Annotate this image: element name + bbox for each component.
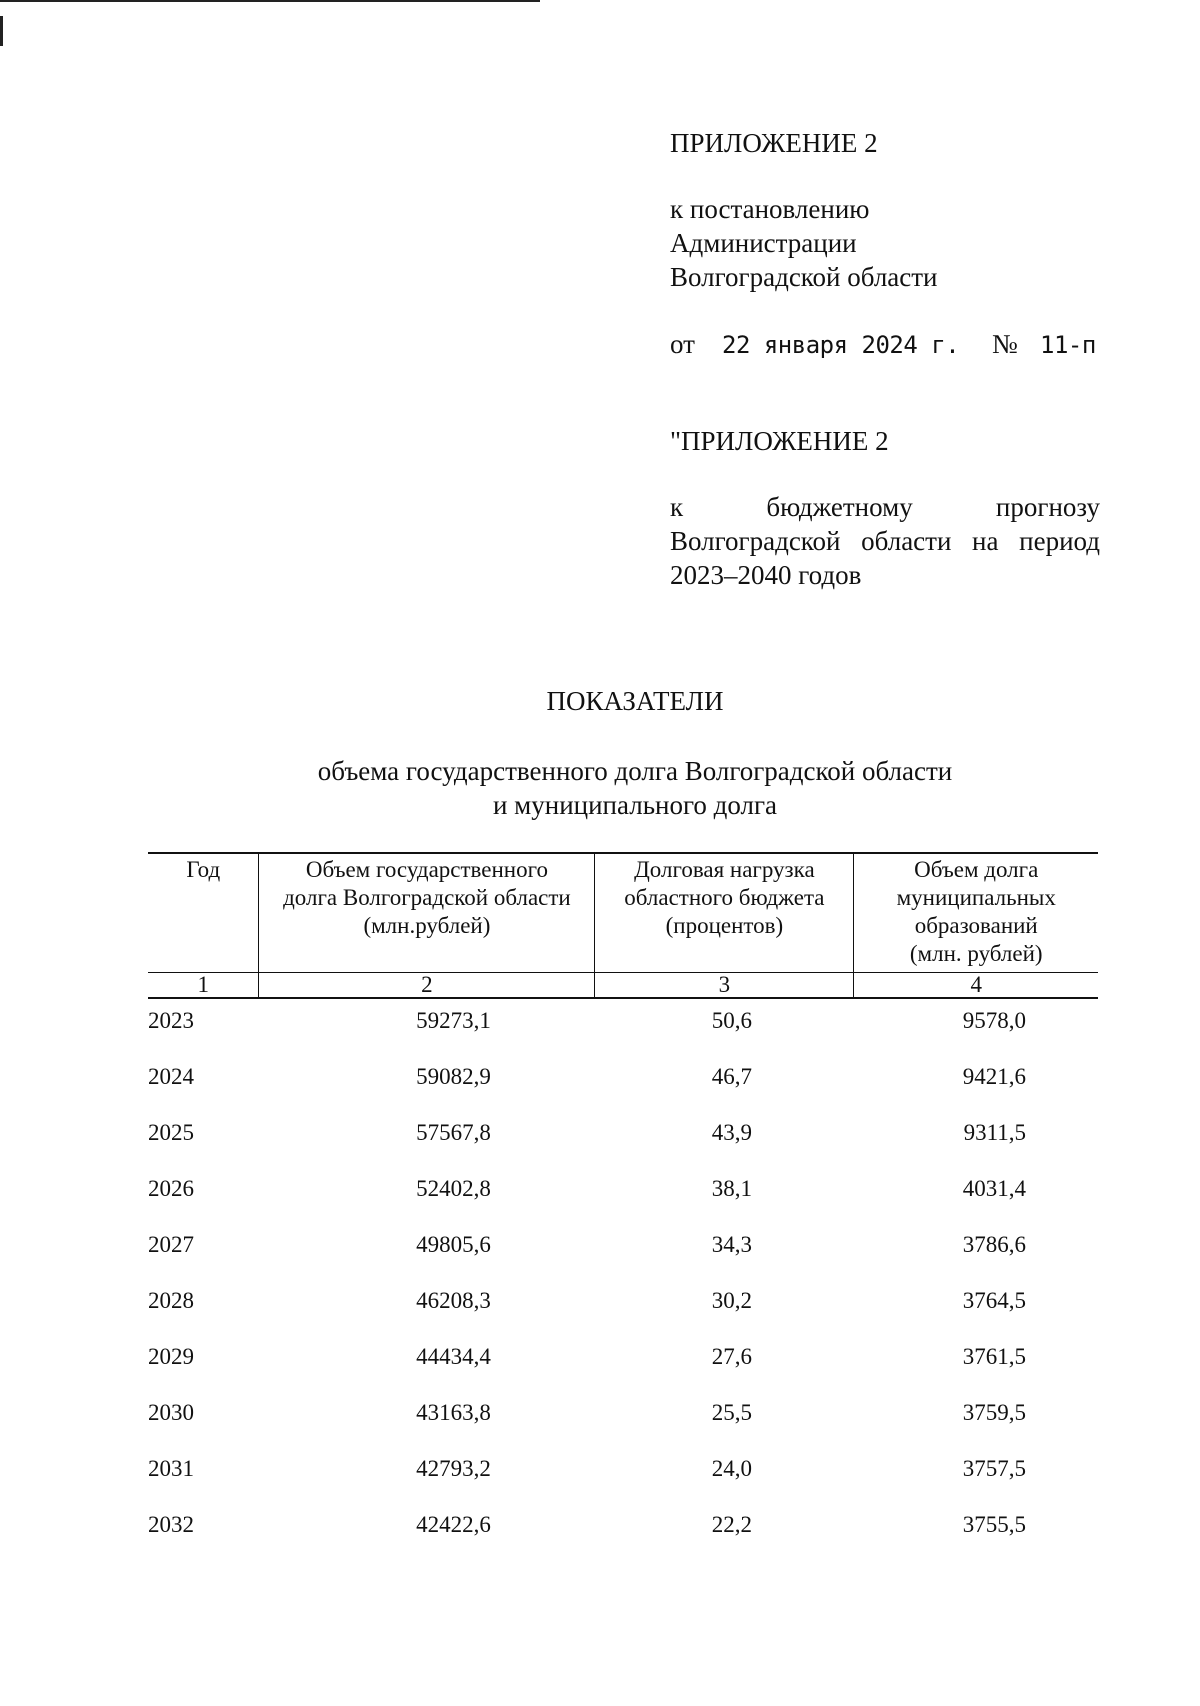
cell-state-debt (259, 1279, 595, 1335)
table-header-row (148, 853, 1098, 973)
cell-year: 2030 (148, 1400, 194, 1425)
cell-municipal-debt (854, 1055, 1098, 1111)
cell-debt-load (595, 1279, 854, 1335)
cell-debt-load-value: 50,6 (711, 1008, 752, 1033)
header-line: областного бюджета (624, 885, 825, 910)
cell-municipal-debt (854, 1391, 1098, 1447)
table-row (148, 1335, 1098, 1391)
cell-year: 2031 (148, 1456, 194, 1481)
page-subtitle (0, 754, 1200, 822)
cell-municipal-debt-value: 3761,5 (962, 1344, 1026, 1369)
table-row (148, 998, 1098, 1055)
header-line: образований (914, 913, 1038, 938)
header-line: (процентов) (665, 913, 784, 938)
cell-state-debt-value: 46208,3 (416, 1288, 491, 1313)
cell-municipal-debt-value: 9578,0 (962, 1008, 1026, 1033)
cell-debt-load (595, 1335, 854, 1391)
cell-debt-load-value: 30,2 (711, 1288, 752, 1313)
cell-state-debt (259, 1503, 595, 1559)
cell-year: 2032 (148, 1512, 194, 1537)
header-year-line: Год (186, 857, 221, 882)
table-row (148, 1055, 1098, 1111)
cell-year: 2024 (148, 1064, 194, 1089)
header-debt-load (595, 853, 854, 973)
cell-municipal-debt (854, 998, 1098, 1055)
scan-border-line (0, 0, 540, 2)
cell-state-debt-value: 52402,8 (416, 1176, 491, 1201)
column-number: 1 (148, 973, 259, 999)
cell-year: 2023 (148, 1008, 194, 1033)
cell-municipal-debt (854, 1503, 1098, 1559)
cell-debt-load-value: 25,5 (711, 1400, 752, 1425)
decree-line-1: к постановлению (670, 194, 870, 224)
table-row (148, 1447, 1098, 1503)
cell-municipal-debt-value: 3757,5 (962, 1456, 1026, 1481)
header-line: муниципальных (896, 885, 1056, 910)
cell-state-debt-value: 42422,6 (416, 1512, 491, 1537)
cell-state-debt-value: 44434,4 (416, 1344, 491, 1369)
header-state-debt (259, 853, 595, 973)
cell-debt-load (595, 1503, 854, 1559)
cell-debt-load (595, 1447, 854, 1503)
forecast-line-1 (670, 490, 1100, 524)
cell-municipal-debt-value: 9311,5 (963, 1120, 1026, 1145)
cell-state-debt-value: 49805,6 (416, 1232, 491, 1257)
cell-debt-load-value: 27,6 (711, 1344, 752, 1369)
cell-state-debt (259, 1055, 595, 1111)
number-label: № (992, 329, 1018, 359)
cell-state-debt (259, 998, 595, 1055)
forecast-word-1: к (670, 492, 684, 522)
cell-debt-load (595, 998, 854, 1055)
cell-municipal-debt-value: 3786,6 (962, 1232, 1026, 1257)
cell-municipal-debt (854, 1335, 1098, 1391)
header-line: долга Волгоградской области (283, 885, 571, 910)
subtitle-line-1: объема государственного долга Волгоградской области (317, 756, 953, 786)
header-year (148, 853, 259, 973)
cell-state-debt (259, 1391, 595, 1447)
table-row (148, 1279, 1098, 1335)
table-row (148, 1167, 1098, 1223)
cell-municipal-debt-value: 3764,5 (962, 1288, 1026, 1313)
cell-debt-load-value: 38,1 (711, 1176, 752, 1201)
scan-edge-mark (0, 16, 3, 46)
cell-debt-load-value: 34,3 (711, 1232, 752, 1257)
table-body (148, 998, 1098, 1559)
cell-state-debt (259, 1223, 595, 1279)
cell-municipal-debt (854, 1167, 1098, 1223)
cell-state-debt-value: 43163,8 (416, 1400, 491, 1425)
header-line: Долговая нагрузка (634, 857, 815, 882)
forecast-line-2: Волгоградской области на период (670, 526, 1100, 556)
cell-year: 2028 (148, 1288, 194, 1313)
cell-municipal-debt-value: 3755,5 (962, 1512, 1026, 1537)
cell-state-debt-value: 42793,2 (416, 1456, 491, 1481)
attachment-title: ПРИЛОЖЕНИЕ 2 (670, 128, 878, 158)
cell-municipal-debt-value: 9421,6 (962, 1064, 1026, 1089)
cell-state-debt (259, 1447, 595, 1503)
table-row (148, 1391, 1098, 1447)
cell-state-debt-value: 59082,9 (416, 1064, 491, 1089)
cell-year: 2026 (148, 1176, 194, 1201)
header-line: (млн.рублей) (363, 913, 491, 938)
cell-state-debt-value: 59273,1 (416, 1008, 491, 1033)
cell-debt-load-value: 24,0 (711, 1456, 752, 1481)
cell-municipal-debt (854, 1279, 1098, 1335)
forecast-word-3: прогнозу (995, 492, 1100, 522)
cell-debt-load-value: 22,2 (711, 1512, 752, 1537)
decree-number: 11-п (1040, 331, 1096, 359)
cell-municipal-debt (854, 1111, 1098, 1167)
from-label: от (670, 329, 695, 359)
decree-line-3: Волгоградской области (670, 262, 938, 292)
column-number: 4 (854, 973, 1098, 999)
header-line: Объем государственного (305, 857, 548, 882)
cell-state-debt-value: 57567,8 (416, 1120, 491, 1145)
column-number: 3 (595, 973, 854, 999)
table-row (148, 1503, 1098, 1559)
forecast-attachment-text (670, 490, 1100, 592)
cell-municipal-debt-value: 4031,4 (962, 1176, 1026, 1201)
column-number: 2 (259, 973, 595, 999)
column-number-row (148, 973, 1098, 999)
cell-year: 2025 (148, 1120, 194, 1145)
cell-debt-load (595, 1167, 854, 1223)
cell-debt-load (595, 1111, 854, 1167)
table-row (148, 1223, 1098, 1279)
debt-indicators-table (148, 852, 1098, 1559)
subtitle-line-2: и муниципального долга (492, 790, 778, 820)
decree-line-2: Администрации (670, 228, 857, 258)
forecast-attachment-title: "ПРИЛОЖЕНИЕ 2 (670, 426, 889, 456)
header-municipal-debt (854, 853, 1098, 973)
cell-state-debt (259, 1167, 595, 1223)
cell-municipal-debt (854, 1447, 1098, 1503)
cell-debt-load (595, 1391, 854, 1447)
cell-state-debt (259, 1111, 595, 1167)
table-row (148, 1111, 1098, 1167)
forecast-line-3: 2023–2040 годов (670, 560, 862, 590)
forecast-word-2: бюджетному (766, 492, 913, 522)
cell-year: 2029 (148, 1344, 194, 1369)
cell-debt-load (595, 1223, 854, 1279)
cell-debt-load-value: 43,9 (711, 1120, 752, 1145)
cell-municipal-debt (854, 1223, 1098, 1279)
decree-date-number (670, 327, 1100, 362)
page-title: ПОКАЗАТЕЛИ (546, 686, 724, 716)
cell-year: 2027 (148, 1232, 194, 1257)
header-line: Объем долга (914, 857, 1039, 882)
cell-state-debt (259, 1335, 595, 1391)
decree-date: 22 января 2024 г. (722, 331, 960, 359)
attachment-to-decree (670, 192, 1100, 294)
header-line: (млн. рублей) (909, 941, 1043, 966)
cell-municipal-debt-value: 3759,5 (962, 1400, 1026, 1425)
cell-debt-load (595, 1055, 854, 1111)
cell-debt-load-value: 46,7 (711, 1064, 752, 1089)
